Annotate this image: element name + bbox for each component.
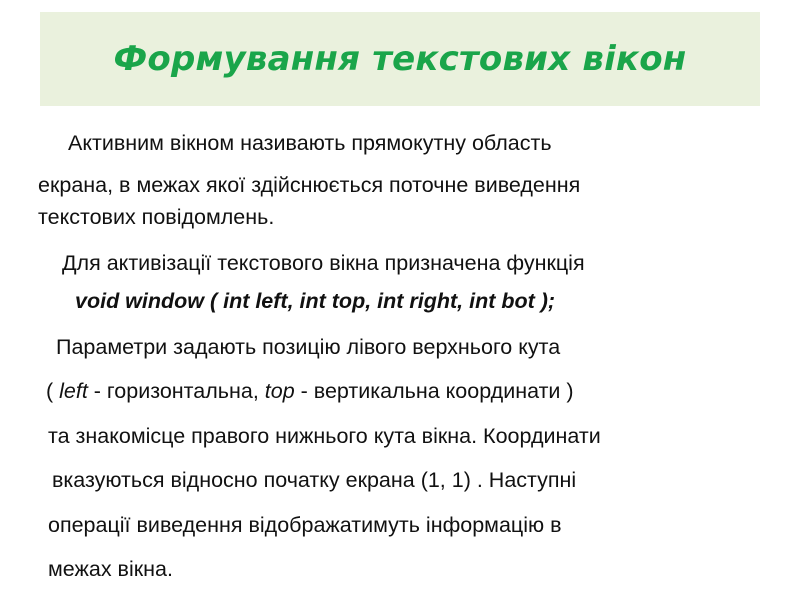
- paragraph3-line3: та знакомісце правого нижнього кута вікна. Координати: [48, 424, 601, 448]
- paragraph3-line5: операції виведення відображатимуть інформацію в: [48, 513, 562, 537]
- param-top: top: [264, 379, 295, 403]
- paragraph3-line1: Параметри задають позицію лівого верхнього кута: [56, 335, 561, 359]
- paragraph1-line3: текстових повідомлень.: [38, 205, 275, 229]
- paragraph3-line2-end: - вертикальна координати ): [294, 379, 574, 403]
- title-banner: [40, 12, 760, 106]
- paragraph3-line2-mid: - горизонтальна,: [87, 379, 265, 403]
- paragraph3-line6: межах вікна.: [48, 557, 173, 581]
- param-left: left: [59, 379, 88, 403]
- paragraph1-line1: Активним вікном називають прямокутну область: [68, 131, 552, 155]
- paragraph1-line2: екрана, в межах якої здійснюється поточне виведення: [38, 173, 581, 197]
- paragraph3-line4: вказуються відносно початку екрана (1, 1) . Наступні: [52, 468, 577, 492]
- function-signature: void window ( int left, int top, int right, int bot );: [75, 289, 556, 313]
- paragraph3-line2-open: (: [46, 379, 60, 403]
- paragraph3-line2: [46, 376, 574, 406]
- slide-title: Формування текстових вікон: [113, 39, 687, 79]
- paragraph2-line1: Для активізації текстового вікна призначена функція: [62, 251, 585, 275]
